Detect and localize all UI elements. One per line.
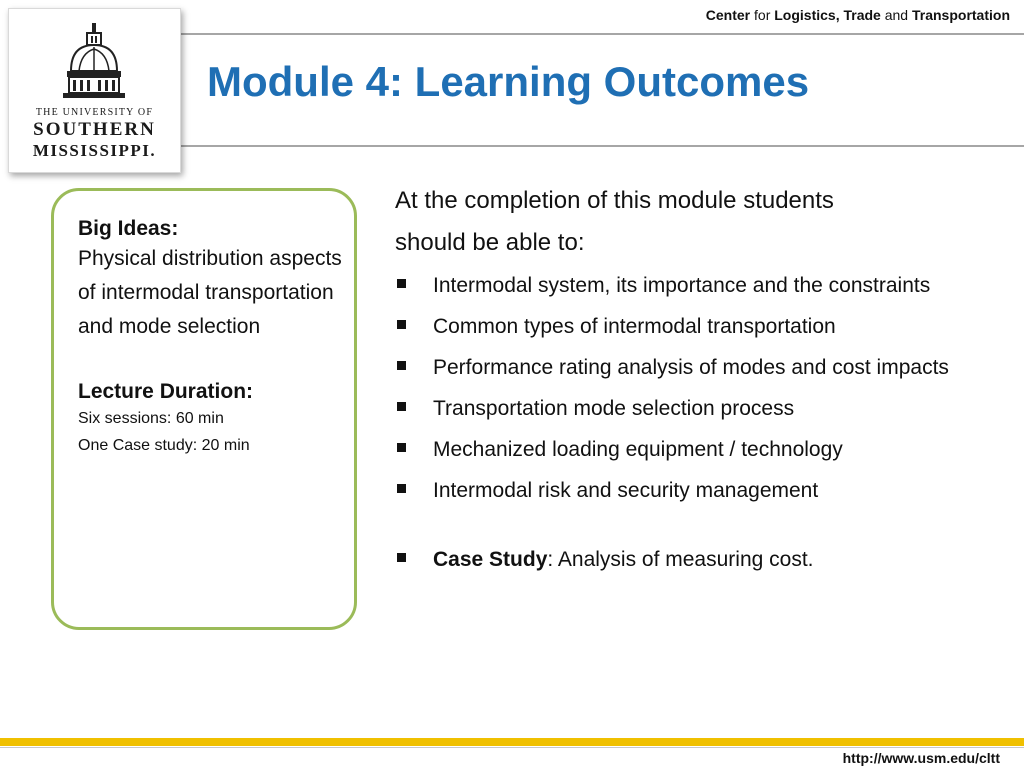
intro-text: At the completion of this module students should be able to:: [395, 187, 834, 256]
list-item: [395, 432, 995, 467]
list-item: [395, 350, 995, 385]
transportation-word: Transportation: [911, 7, 1010, 23]
outcome-text: Mechanized loading equipment / technology: [433, 438, 843, 461]
university-logo: [8, 8, 181, 173]
outcome-text: Transportation mode selection process: [433, 397, 795, 420]
square-bullet-icon: [397, 443, 406, 452]
center-title: [706, 7, 1010, 23]
outcome-text: Intermodal system, its importance and the constraints: [433, 274, 931, 297]
summary-spacer: [78, 344, 348, 378]
square-bullet-icon: [397, 279, 406, 288]
square-bullet-icon: [397, 361, 406, 370]
lecture-duration-line-1: Six sessions: 60 min: [78, 410, 224, 427]
logistics-trade-word: Logistics, Trade: [774, 7, 881, 23]
summary-box: [51, 188, 357, 630]
outcome-text: Intermodal risk and security management: [433, 479, 819, 502]
square-bullet-icon: [397, 553, 406, 562]
list-item: [395, 268, 995, 303]
case-study-text: : Analysis of measuring cost.: [547, 548, 814, 571]
footer-bar: [0, 738, 1024, 746]
outcome-text: Common types of intermodal transportation: [433, 315, 836, 338]
lecture-duration-label: Lecture Duration:: [78, 380, 254, 403]
header-rule-lower: [180, 145, 1024, 147]
list-item: [395, 309, 995, 344]
and-word: and: [884, 7, 909, 23]
square-bullet-icon: [397, 484, 406, 493]
for-word: for: [754, 7, 771, 23]
page-title: Module 4: Learning Outcomes: [207, 58, 810, 105]
list-item: [395, 391, 995, 426]
header-rule: [180, 33, 1024, 35]
footer-rule: [0, 747, 1024, 748]
summary-box-content: [78, 215, 348, 459]
list-item: [395, 473, 995, 508]
learning-outcomes-section: [395, 180, 995, 577]
outcomes-list: [395, 268, 995, 508]
big-ideas-text: Physical distribution aspects of intermodal transportation and mode selection: [78, 247, 342, 338]
big-ideas-label: Big Ideas:: [78, 217, 179, 240]
lecture-duration-line-2: One Case study: 20 min: [78, 437, 250, 454]
logo-line-3: MISSISSIPPI.: [32, 141, 157, 160]
outcome-text: Performance rating analysis of modes and cost impacts: [433, 356, 949, 379]
case-study-item: [395, 542, 995, 577]
case-study-label: Case Study: [433, 548, 548, 571]
square-bullet-icon: [397, 320, 406, 329]
square-bullet-icon: [397, 402, 406, 411]
center-word: Center: [705, 7, 751, 23]
footer-url: http://www.usm.edu/cltt: [842, 750, 1000, 766]
dome-icon: [9, 9, 180, 109]
logo-line-2: SOUTHERN: [33, 119, 156, 140]
logo-line-1: THE UNIVERSITY OF: [35, 107, 154, 118]
